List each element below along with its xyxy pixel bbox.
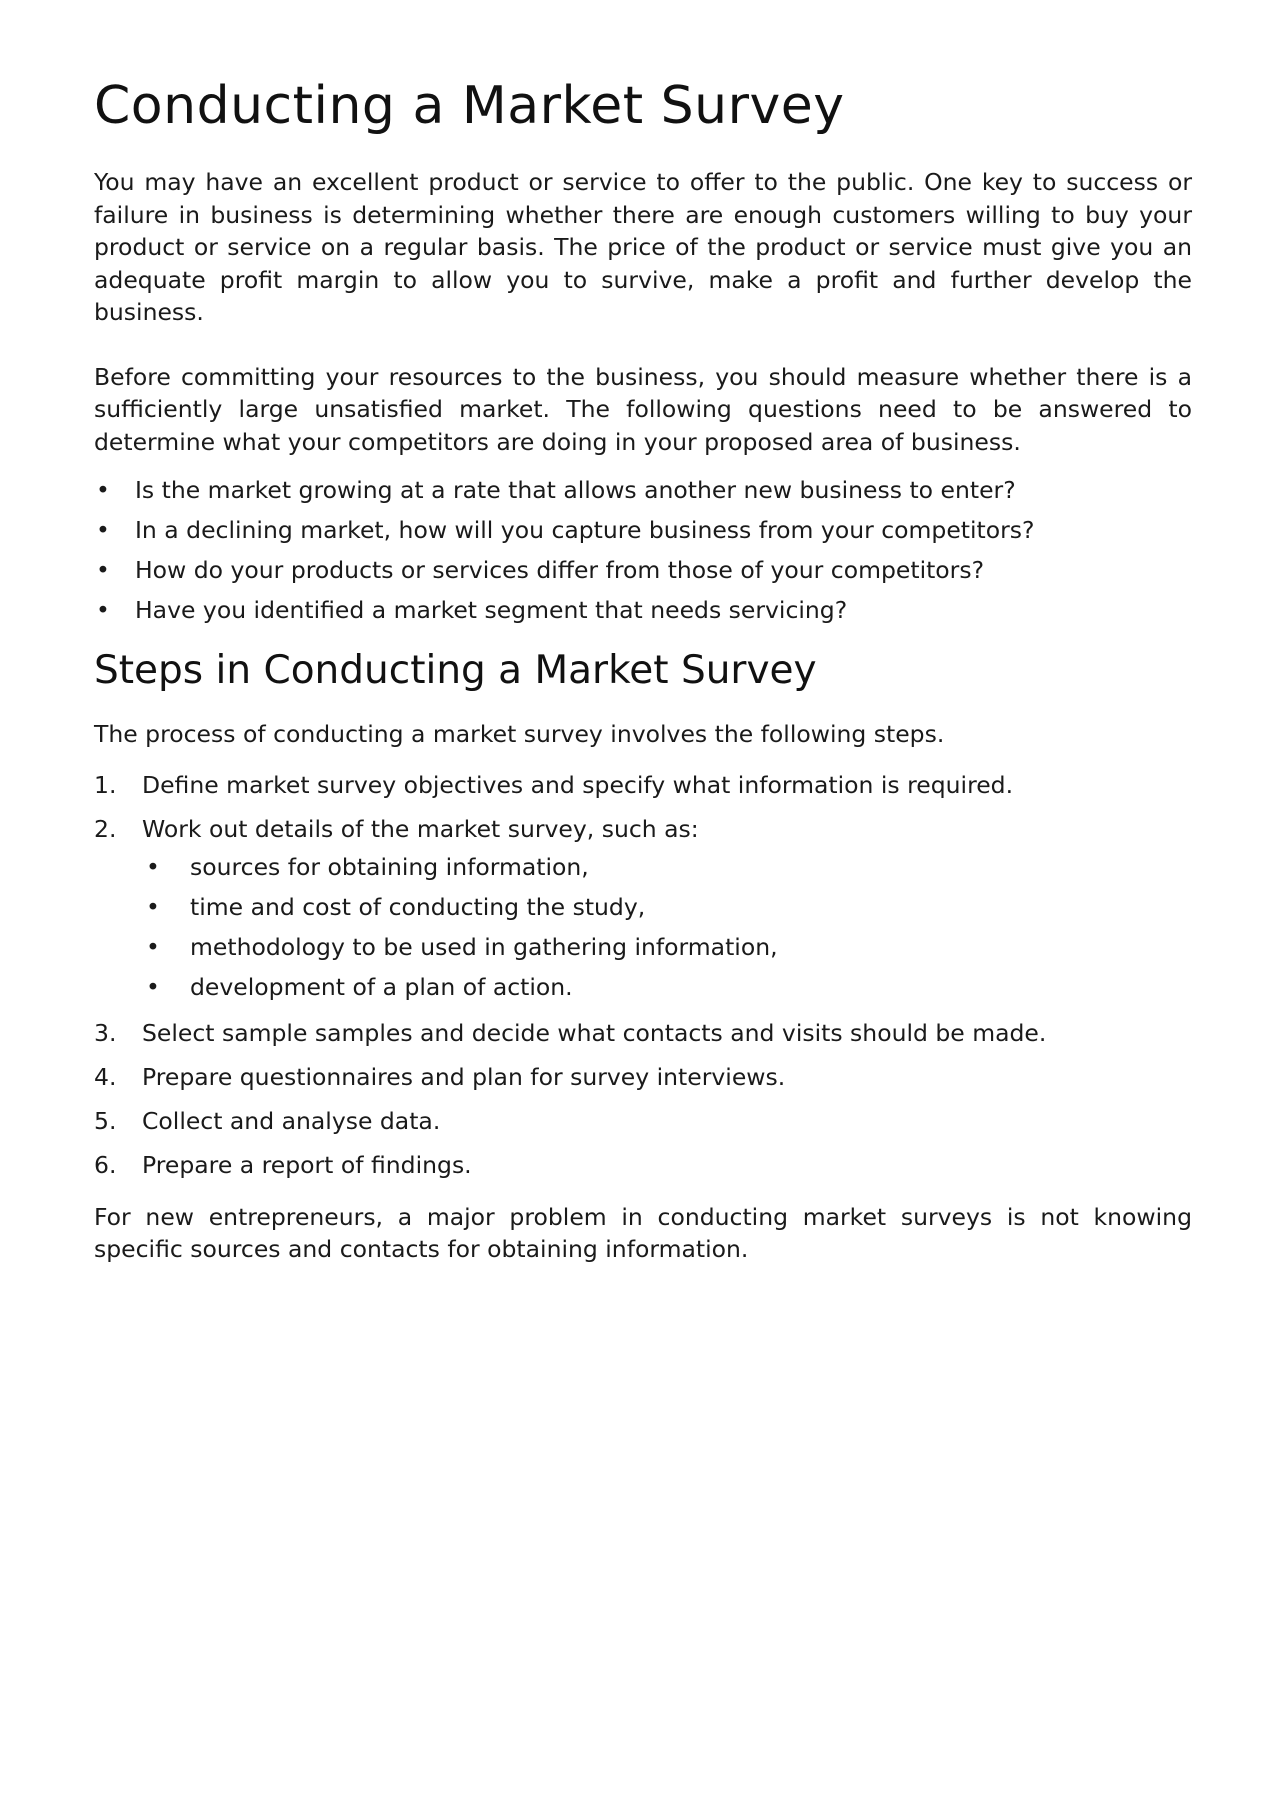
step-text: Prepare a report of findings. (142, 1150, 472, 1179)
closing-paragraph: For new entrepreneurs, a major problem in conducting market surveys is not knowing specific sources and contacts for obtaining information. (94, 1202, 1192, 1263)
list-item (94, 590, 1192, 630)
sublist-item (142, 967, 1192, 1007)
step-sublist (142, 847, 1192, 1007)
step-number: 1. (94, 770, 117, 799)
section-heading-steps: Steps in Conducting a Market Survey (94, 648, 817, 693)
intro-paragraph-2: Before committing your resources to the business, you should measure whether there is a sufficiently large unsatisfied market. The following questions need to be answered to determine what your competitors are doing in your proposed area of business. (94, 362, 1192, 456)
list-item-text: Is the market growing at a rate that allows another new business to enter? (135, 476, 1016, 504)
list-item-text: In a declining market, how will you capture business from your competitors? (135, 516, 1035, 544)
steps-intro: The process of conducting a market survey involves the following steps. (94, 720, 945, 748)
sublist-item (142, 847, 1192, 887)
bullet-icon: • (96, 596, 110, 624)
step-item (94, 1143, 1192, 1187)
sublist-item-text: time and cost of conducting the study, (190, 892, 646, 921)
sublist-item-text: sources for obtaining information, (190, 852, 589, 881)
step-item (94, 1011, 1192, 1055)
steps-list (94, 763, 1192, 1187)
step-number: 6. (94, 1150, 117, 1179)
step-number: 5. (94, 1106, 117, 1135)
step-item (94, 763, 1192, 807)
list-item-text: How do your products or services differ from those of your competitors? (135, 556, 985, 584)
document-page (94, 0, 1192, 1266)
step-number: 2. (94, 814, 117, 843)
step-item (94, 807, 1192, 1007)
page-title: Conducting a Market Survey (94, 76, 845, 136)
sublist-item-text: development of a plan of action. (190, 972, 573, 1001)
step-item (94, 1055, 1192, 1099)
step-number: 3. (94, 1018, 117, 1047)
step-text: Work out details of the market survey, such as: (142, 814, 699, 843)
list-item-text: Have you identified a market segment that needs servicing? (135, 596, 848, 624)
bullet-icon: • (146, 972, 160, 1001)
step-text: Collect and analyse data. (142, 1106, 441, 1135)
bullet-icon: • (96, 556, 110, 584)
questions-list (94, 470, 1192, 630)
list-item (94, 510, 1192, 550)
bullet-icon: • (146, 892, 160, 921)
sublist-item-text: methodology to be used in gathering information, (190, 932, 778, 961)
list-item (94, 470, 1192, 510)
sublist-item (142, 927, 1192, 967)
bullet-icon: • (146, 852, 160, 881)
bullet-icon: • (96, 476, 110, 504)
sublist-item (142, 887, 1192, 927)
step-text: Select sample samples and decide what contacts and visits should be made. (142, 1018, 1047, 1047)
step-text: Define market survey objectives and specify what information is required. (142, 770, 1014, 799)
step-item (94, 1099, 1192, 1143)
step-text: Prepare questionnaires and plan for survey interviews. (142, 1062, 786, 1091)
step-number: 4. (94, 1062, 117, 1091)
bullet-icon: • (96, 516, 110, 544)
bullet-icon: • (146, 932, 160, 961)
intro-paragraph-1: You may have an excellent product or service to offer to the public. One key to success or failure in business is determining whether there are enough customers willing to buy your product or service on a regular basis. The price of the product or service must give you an adequate profit margin to allow you to survive, make a profit and further develop the business. (94, 168, 1192, 326)
list-item (94, 550, 1192, 590)
